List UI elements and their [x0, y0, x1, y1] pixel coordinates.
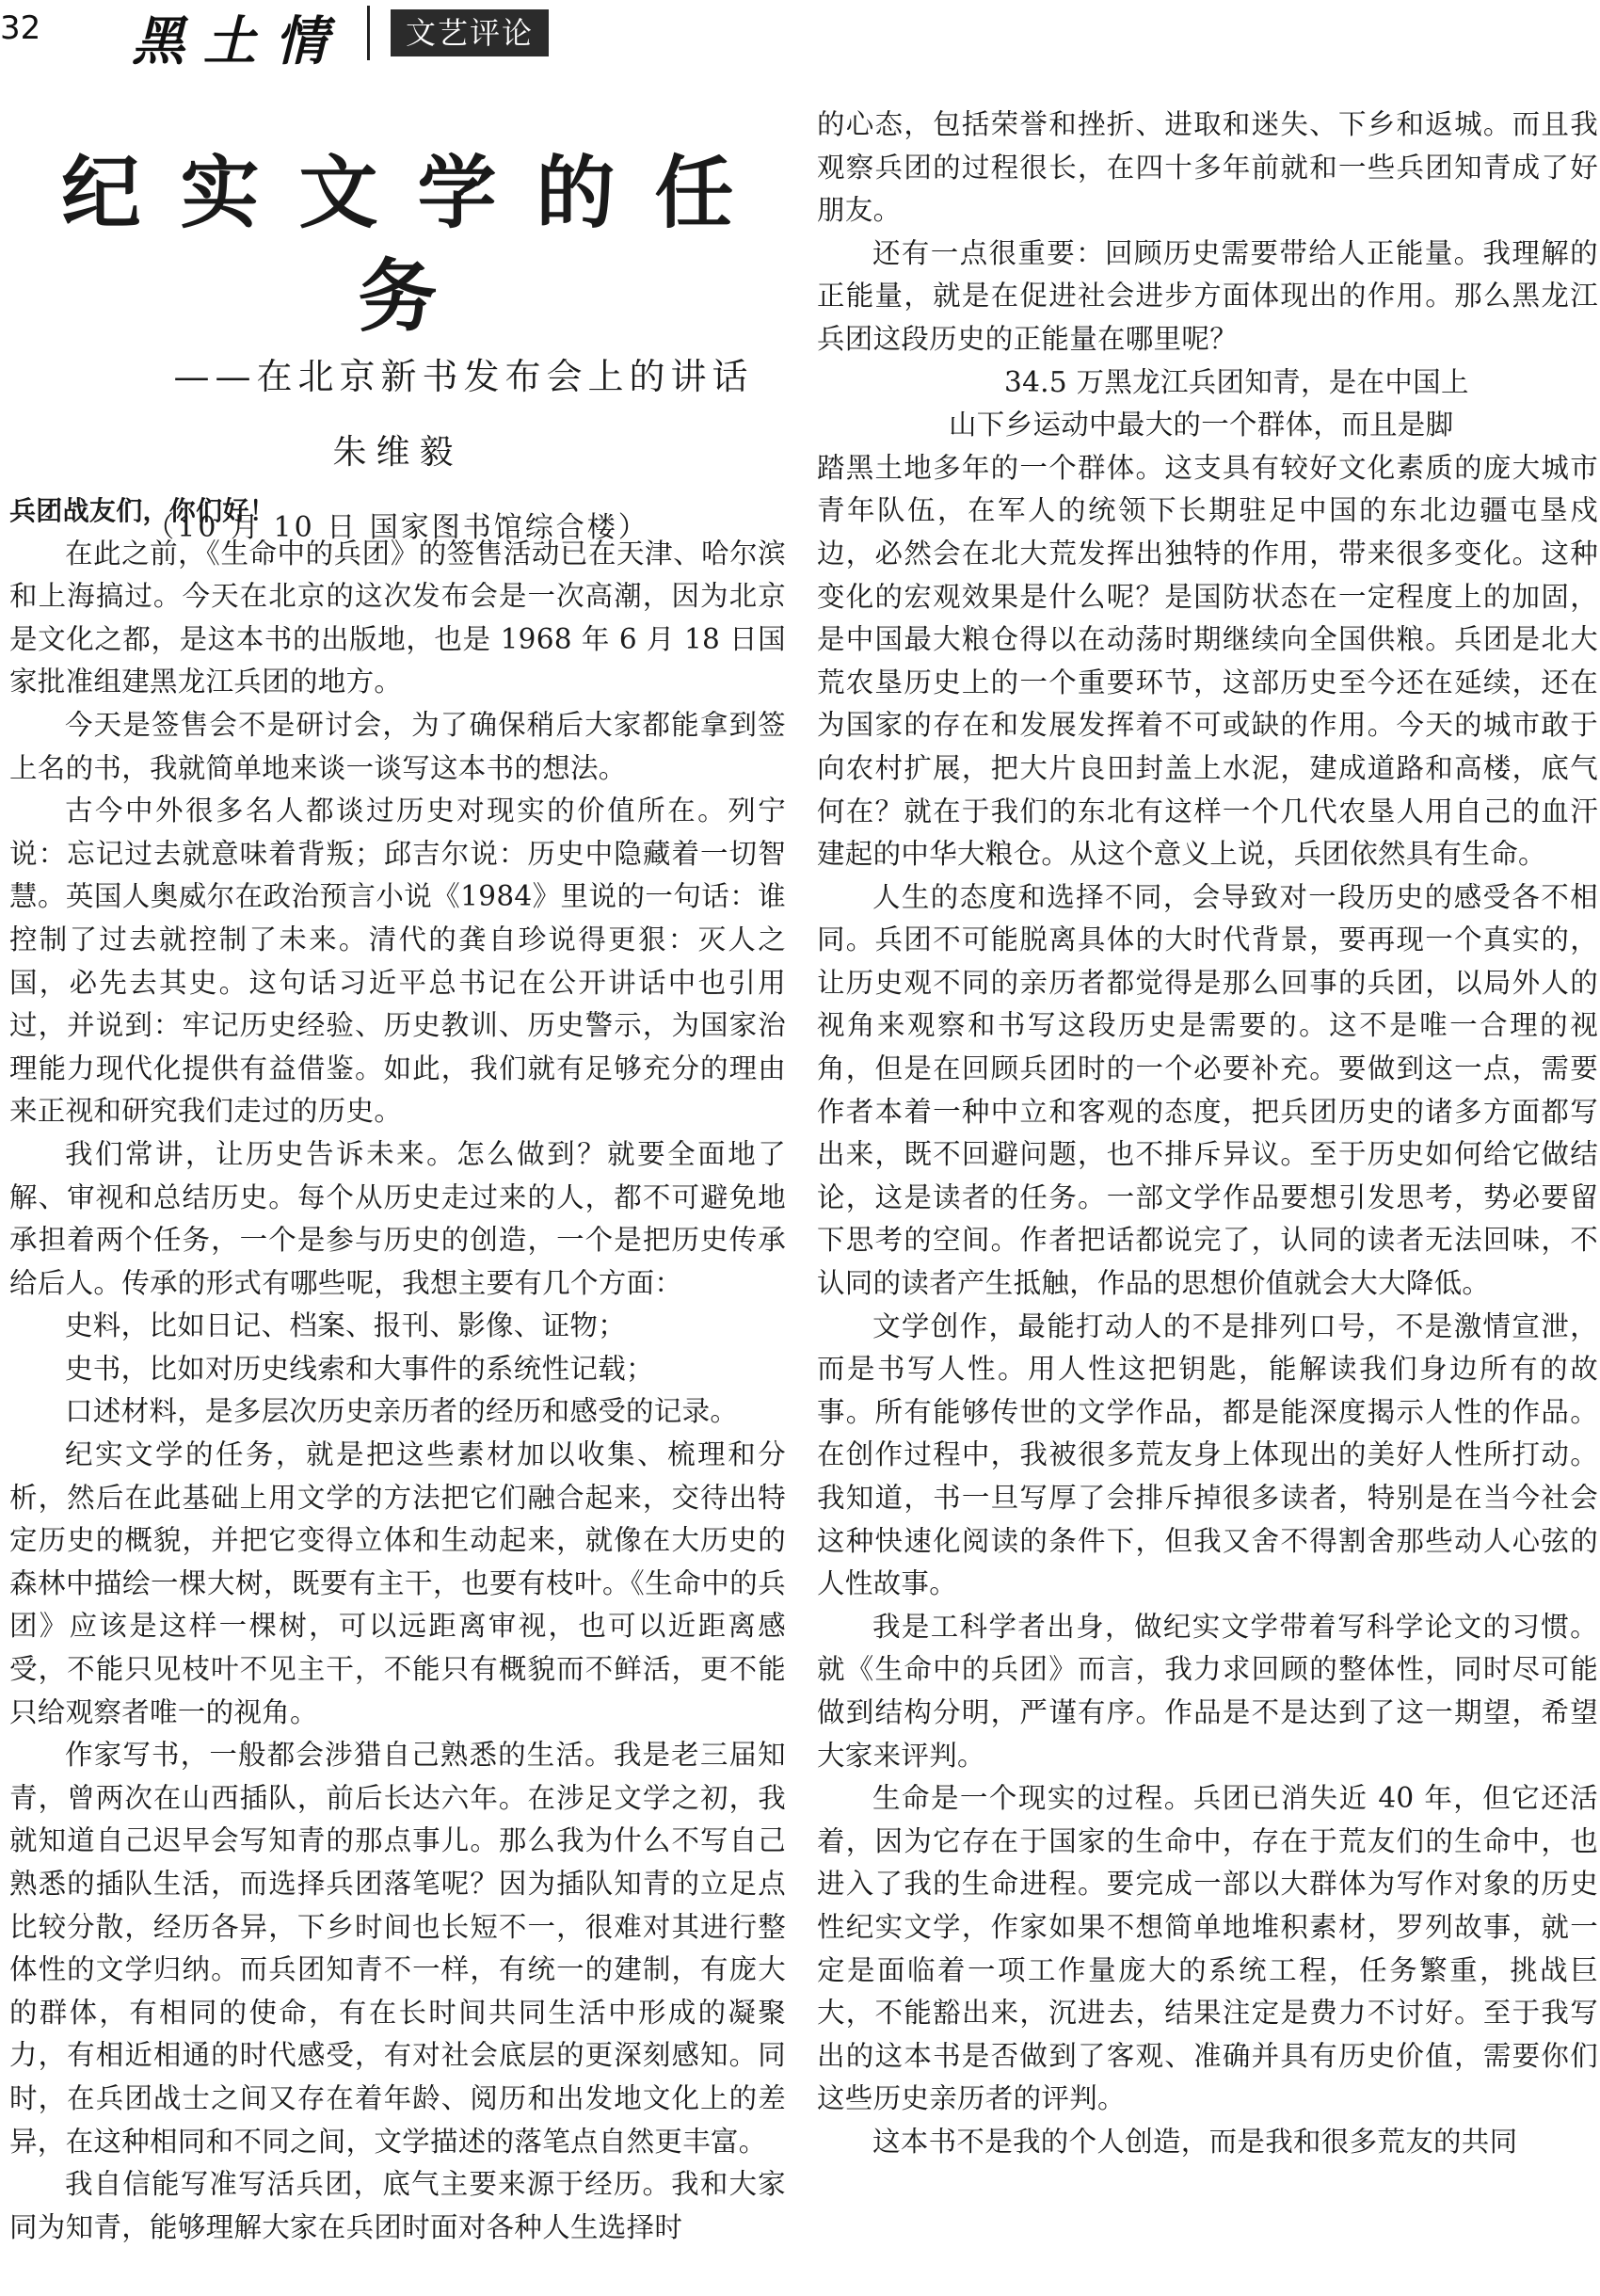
paragraph: 生命是一个现实的过程。兵团已消失近 40 年，但它还活着，因为它存在于国家的生命中，存在于荒友们的生命中，也进入了我的生命进程。要完成一部以大群体为写作对象的历史性纪实文学，作家如果不想简单地堆积素材，罗列故事，就一定是面临着一项工作量庞大的系统工程，任务繁重，挑战巨大，不能豁出来，沉进去，结果注定是费力不讨好。至于我写出的这本书是否做到了客观、准确并具有历史价值，需要你们这些历史亲历者的评判。 — [817, 1782, 1598, 2115]
paragraph-first-line: 34.5 万黑龙江兵团知青，是在中国上 — [1004, 365, 1469, 398]
left-column — [9, 490, 786, 2249]
paragraph-continued: 的心态，包括荣誉和挫折、进取和迷失、下乡和返城。而且我观察兵团的过程很长，在四十多年前就和一些兵团知青成了好朋友。 — [817, 108, 1598, 227]
article-subtitle: ——在北京新书发布会上的讲话 — [173, 356, 754, 397]
paragraph: 人生的态度和选择不同，会导致对一段历史的感受各不相同。兵团不可能脱离具体的大时代背景，要再现一个真实的，让历史观不同的亲历者都觉得是那么回事的兵团，以局外人的视角来观察和书写这段历史是需要的。这不是唯一合理的视角，但是在回顾兵团时的一个必要补充。要做到这一点，需要作者本着一种中立和客观的态度，把兵团历史的诸多方面都写出来，既不回避问题，也不排斥异议。至于历史如何给它做结论，这是读者的任务。一部文学作品要想引发思考，势必要留下思考的空间。作者把话都说完了，认同的读者无法回味，不认同的读者产生抵触，作品的思想价值就会大大降低。 — [817, 880, 1598, 1300]
paragraph: 纪实文学的任务，就是把这些素材加以收集、梳理和分析，然后在此基础上用文学的方法把它们融合起来，交待出特定历史的概貌，并把它变得立体和生动起来，就像在大历史的森林中描绘一棵大树，既要有主干，也要有枝叶。《生命中的兵团》应该是这样一棵树，可以远距离审视，也可以近距离感受，不能只见枝叶不见主干，不能只有概貌而不鲜活，更不能只给观察者唯一的视角。 — [9, 1438, 786, 1728]
article-author: 朱维毅 — [332, 433, 463, 472]
paragraph: 我自信能写准写活兵团，底气主要来源于经历。我和大家同为知青，能够理解大家在兵团时面对各种人生选择时 — [9, 2168, 786, 2243]
list-item: 口述材料，是多层次历史亲历者的经历和感受的记录。 — [65, 1395, 739, 1428]
paragraph: 我们常讲，让历史告诉未来。怎么做到？就要全面地了解、审视和总结历史。每个从历史走过来的人，都不可避免地承担着两个任务，一个是参与历史的创造，一个是把历史传承给后人。传承的形式有哪些呢，我想主要有几个方面： — [9, 1137, 786, 1299]
paragraph-second-line: 山下乡运动中最大的一个群体，而且是脚 — [949, 409, 1454, 442]
paragraph: 踏黑土地多年的一个群体。这支具有较好文化素质的庞大城市青年队伍，在军人的统领下长期驻足中国的东北边疆屯垦戍边，必然会在北大荒发挥出独特的作用，带来很多变化。这种变化的宏观效果是什么呢？是国防状态在一定程度上的加固，是中国最大粮仓得以在动荡时期继续向全国供粮。兵团是北大荒农垦历史上的一个重要环节，这部历史至今还在延续，还在为国家的存在和发展发挥着不可或缺的作用。今天的城市敢于向农村扩展，把大片良田封盖上水泥，建成道路和高楼，底气何在？就在于我们的东北有这样一个几代农垦人用自己的血汗建起的中华大粮仓。从这个意义上说，兵团依然具有生命。 — [817, 451, 1598, 871]
page-number: 32 — [0, 9, 41, 47]
header-divider — [367, 6, 370, 60]
list-item: 史书，比如对历史线索和大事件的系统性记载； — [65, 1352, 654, 1385]
section-tag: 文艺评论 — [391, 9, 549, 56]
paragraph: 今天是签售会不是研讨会，为了确保稍后大家都能拿到签上名的书，我就简单地来谈一谈写这本书的想法。 — [9, 708, 786, 784]
paragraph: 文学创作，最能打动人的不是排列口号，不是激情宣泄，而是书写人性。用人性这把钥匙，能解读我们身边所有的故事。所有能够传世的文学作品，都是能深度揭示人性的作品。在创作过程中，我被很多荒友身上体现出的美好人性所打动。我知道，书一旦写厚了会排斥掉很多读者，特别是在当今社会这种快速化阅读的条件下，但我又舍不得割舍那些动人心弦的人性故事。 — [817, 1309, 1598, 1600]
list-item: 史料，比如日记、档案、报刊、影像、证物； — [65, 1309, 627, 1342]
right-column — [817, 104, 1598, 2164]
article-venue: （10 月 10 日 国家图书馆综合楼） — [146, 511, 649, 544]
masthead-logo: 黑土情 — [132, 10, 346, 72]
paragraph: 在此之前，《生命中的兵团》的签售活动已在天津、哈尔滨和上海搞过。今天在北京的这次发布会是一次高潮，因为北京是文化之都，是这本书的出版地，也是 1968 年 6 月 18 日国家批准组建黑龙江兵团的地方。 — [9, 537, 786, 698]
paragraph: 这本书不是我的个人创造，而是我和很多荒友的共同 — [872, 2125, 1518, 2158]
paragraph: 还有一点很重要：回顾历史需要带给人正能量。我理解的正能量，就是在促进社会进步方面体现出的作用。那么黑龙江兵团这段历史的正能量在哪里呢？ — [817, 236, 1598, 355]
paragraph: 古今中外很多名人都谈过历史对现实的价值所在。列宁说：忘记过去就意味着背叛；邱吉尔说：历史中隐藏着一切智慧。英国人奥威尔在政治预言小说《1984》里说的一句话：谁控制了过去就控制了未来。清代的龚自珍说得更狠：灭人之国，必先去其史。这句话习近平总书记在公开讲话中也引用过，并说到：牢记历史经验、历史教训、历史警示，为国家治理能力现代化提供有益借鉴。如此，我们就有足够充分的理由来正视和研究我们走过的历史。 — [9, 795, 786, 1128]
page-header — [0, 0, 1600, 72]
paragraph: 我是工科学者出身，做纪实文学带着写科学论文的习惯。就《生命中的兵团》而言，我力求回顾的整体性，同时尽可能做到结构分明，严谨有序。作品是不是达到了这一期望，希望大家来评判。 — [817, 1610, 1598, 1772]
greeting: 兵团战友们，你们好！ — [9, 495, 277, 526]
paragraph: 作家写书，一般都会涉猎自己熟悉的生活。我是老三届知青，曾两次在山西插队，前后长达六年。在涉足文学之初，我就知道自己迟早会写知青的那点事儿。那么我为什么不写自己熟悉的插队生活，而选择兵团落笔呢？因为插队知青的立足点比较分散，经历各异，下乡时间也长短不一，很难对其进行整体性的文学归纳。而兵团知青不一样，有统一的建制，有庞大的群体，有相同的使命，有在长时间共同生活中形成的凝聚力，有相近相通的时代感受，有对社会底层的更深刻感知。同时，在兵团战士之间又存在着年龄、阅历和出发地文化上的差异，在这种相同和不同之间，文学描述的落笔点自然更丰富。 — [9, 1739, 786, 2158]
article-title: 纪实文学的任务 — [61, 146, 774, 343]
